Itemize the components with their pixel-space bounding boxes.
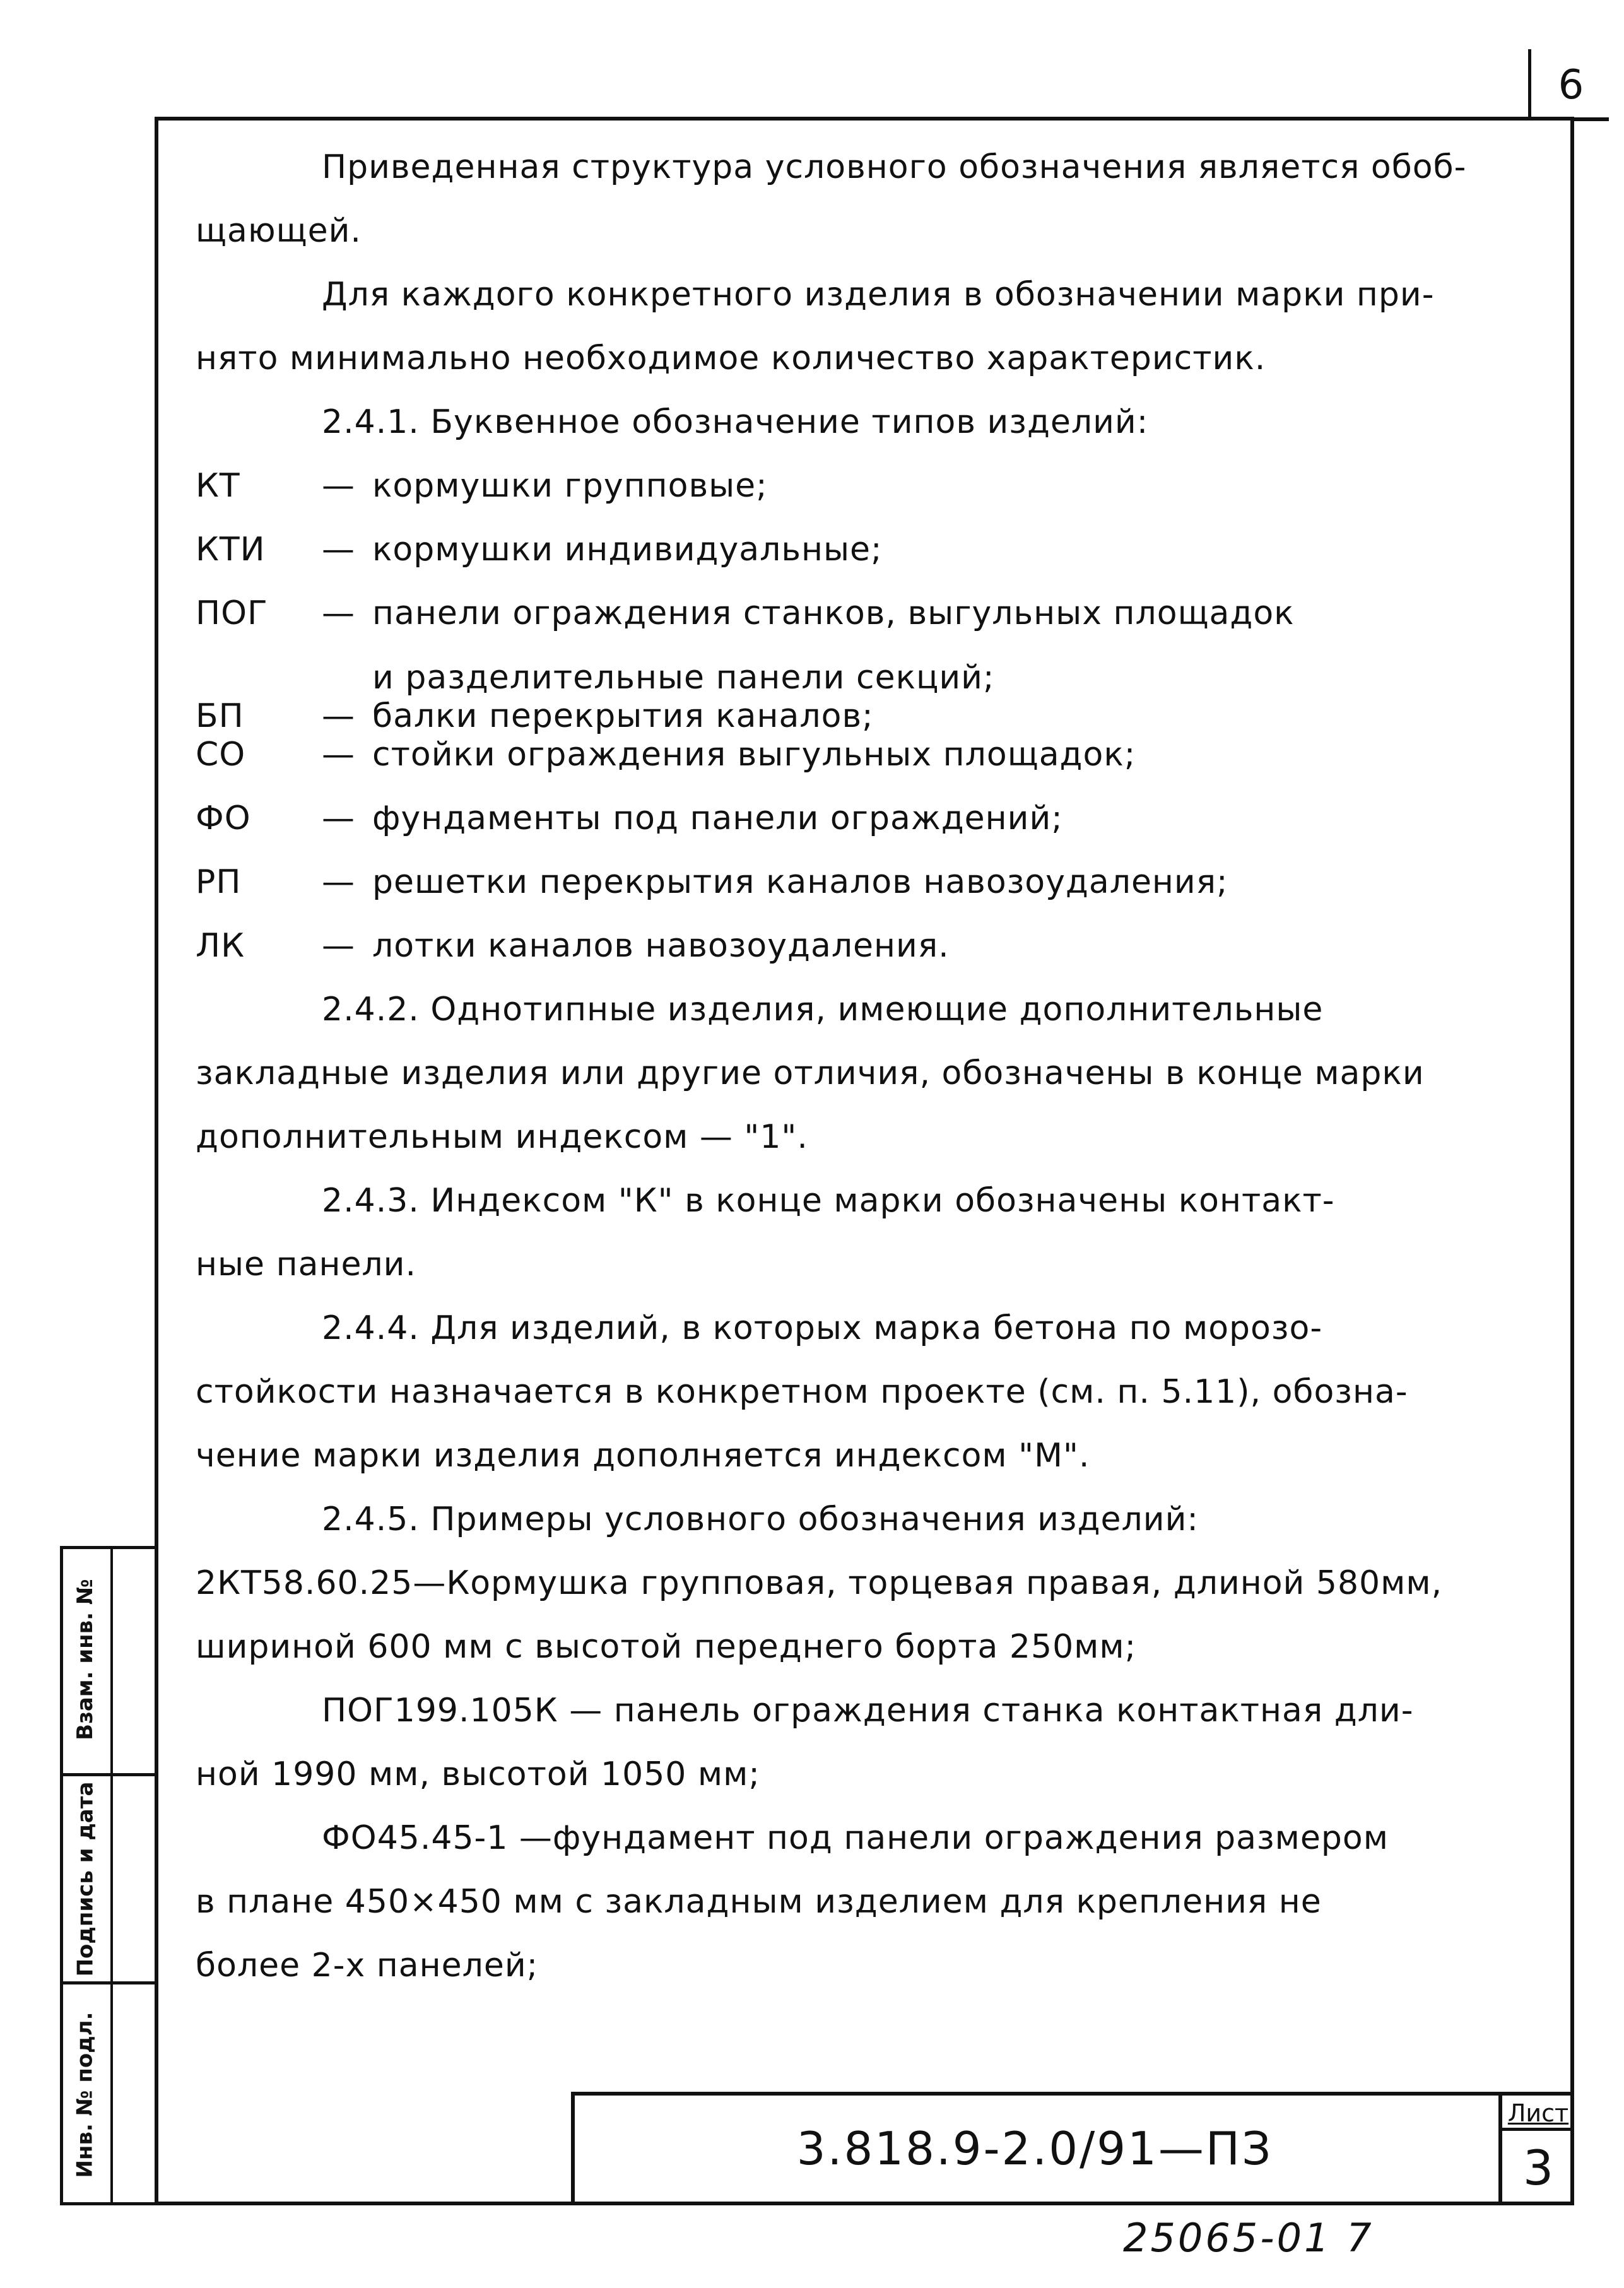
- type-desc: фундаменты под панели ограждений;: [372, 799, 1063, 837]
- text-line: чение марки изделия дополняется индексом "М".: [196, 1437, 1090, 1475]
- text-line: нято минимально необходимое количество характеристик.: [196, 339, 1266, 377]
- text-line: более 2-х панелей;: [196, 1947, 539, 1984]
- type-code: ЛК: [196, 927, 245, 965]
- type-list-item: [196, 735, 1565, 774]
- text-line: ПОГ199.105К — панель ограждения станка контактная дли-: [322, 1692, 1414, 1730]
- document-code: 3.818.9-2.0/91—ПЗ: [796, 2122, 1273, 2175]
- type-dash: —: [322, 697, 355, 735]
- text-line: 2КТ58.60.25—Кормушка групповая, торцевая правая, длиной 580мм,: [196, 1564, 1443, 1602]
- page-number-divider: [1528, 49, 1531, 119]
- type-list-item: [196, 697, 1565, 735]
- type-dash: —: [322, 467, 355, 505]
- type-desc: лотки каналов навозоудаления.: [372, 927, 950, 965]
- side-stamp-inner-line: [110, 1546, 113, 2205]
- text-line: закладные изделия или другие отличия, обозначены в конце марки: [196, 1054, 1425, 1092]
- text-line: 2.4.4. Для изделий, в которых марка бетона по морозо-: [322, 1309, 1323, 1347]
- type-dash: —: [322, 863, 355, 901]
- type-dash: —: [322, 927, 355, 965]
- text-line: стойкости назначается в конкретном проекте (см. п. 5.11), обозна-: [196, 1373, 1408, 1411]
- type-code: ПОГ: [196, 594, 268, 632]
- text-line: ные панели.: [196, 1246, 416, 1283]
- type-code: КТИ: [196, 531, 266, 569]
- text-line: ной 1990 мм, высотой 1050 мм;: [196, 1755, 760, 1793]
- text-line: Приведенная структура условного обозначения является обоб-: [322, 148, 1467, 186]
- text-line: шириной 600 мм с высотой переднего борта 250мм;: [196, 1628, 1137, 1666]
- type-code: СО: [196, 736, 246, 774]
- sheet-number: 3: [1522, 2140, 1554, 2196]
- sheet-label: Лист: [1502, 2096, 1574, 2131]
- type-desc: решетки перекрытия каналов навозоудаления;: [372, 863, 1228, 901]
- text-line: Для каждого конкретного изделия в обозначении марки при-: [322, 276, 1435, 314]
- text-line: 2.4.3. Индексом "К" в конце марки обозначены контакт-: [322, 1182, 1335, 1220]
- side-stamp-vzam-inv: Взам. инв. №: [73, 1579, 98, 1740]
- type-dash: —: [322, 594, 355, 632]
- type-desc: и разделительные панели секций;: [372, 659, 995, 697]
- text-line: щающей.: [196, 212, 362, 250]
- type-list-item: [196, 518, 1565, 582]
- type-list-item: [196, 454, 1565, 518]
- type-desc: панели ограждения станков, выгульных площадок: [372, 594, 1295, 632]
- text-line: в плане 450×450 мм с закладным изделием для крепления не: [196, 1883, 1322, 1921]
- text-line: дополнительным индексом — "1".: [196, 1118, 808, 1156]
- type-list-item: [196, 787, 1565, 851]
- frame-top-extension: [1574, 117, 1609, 121]
- document-body: [196, 136, 1565, 1998]
- inventory-number: 25065-01 7: [1123, 2215, 1374, 2261]
- page-number: 6: [1558, 62, 1584, 109]
- type-code: КТ: [196, 467, 240, 505]
- type-list-item: [196, 851, 1565, 914]
- type-dash: —: [322, 799, 355, 837]
- type-code: РП: [196, 863, 242, 901]
- type-list-item: [196, 582, 1565, 646]
- text-line: ФО45.45-1 —фундамент под панели ограждения размером: [322, 1819, 1389, 1857]
- type-code: БП: [196, 697, 244, 735]
- type-list-item: [196, 914, 1565, 978]
- type-desc: кормушки индивидуальные;: [372, 531, 883, 569]
- text-line: 2.4.2. Однотипные изделия, имеющие дополнительные: [322, 991, 1324, 1029]
- type-dash: —: [322, 531, 355, 569]
- type-code: ФО: [196, 799, 251, 837]
- side-stamp-podpis-data: Подпись и дата: [73, 1781, 98, 1976]
- side-stamp-inv-podl: Инв. № подл.: [73, 2012, 98, 2178]
- type-list-item-continuation: [196, 658, 1565, 697]
- type-desc: балки перекрытия каналов;: [372, 697, 874, 735]
- section-heading: 2.4.1. Буквенное обозначение типов изделий:: [322, 403, 1149, 441]
- type-dash: —: [322, 736, 355, 774]
- section-heading: 2.4.5. Примеры условного обозначения изделий:: [322, 1501, 1199, 1538]
- type-desc: кормушки групповые;: [372, 467, 768, 505]
- type-desc: стойки ограждения выгульных площадок;: [372, 736, 1136, 774]
